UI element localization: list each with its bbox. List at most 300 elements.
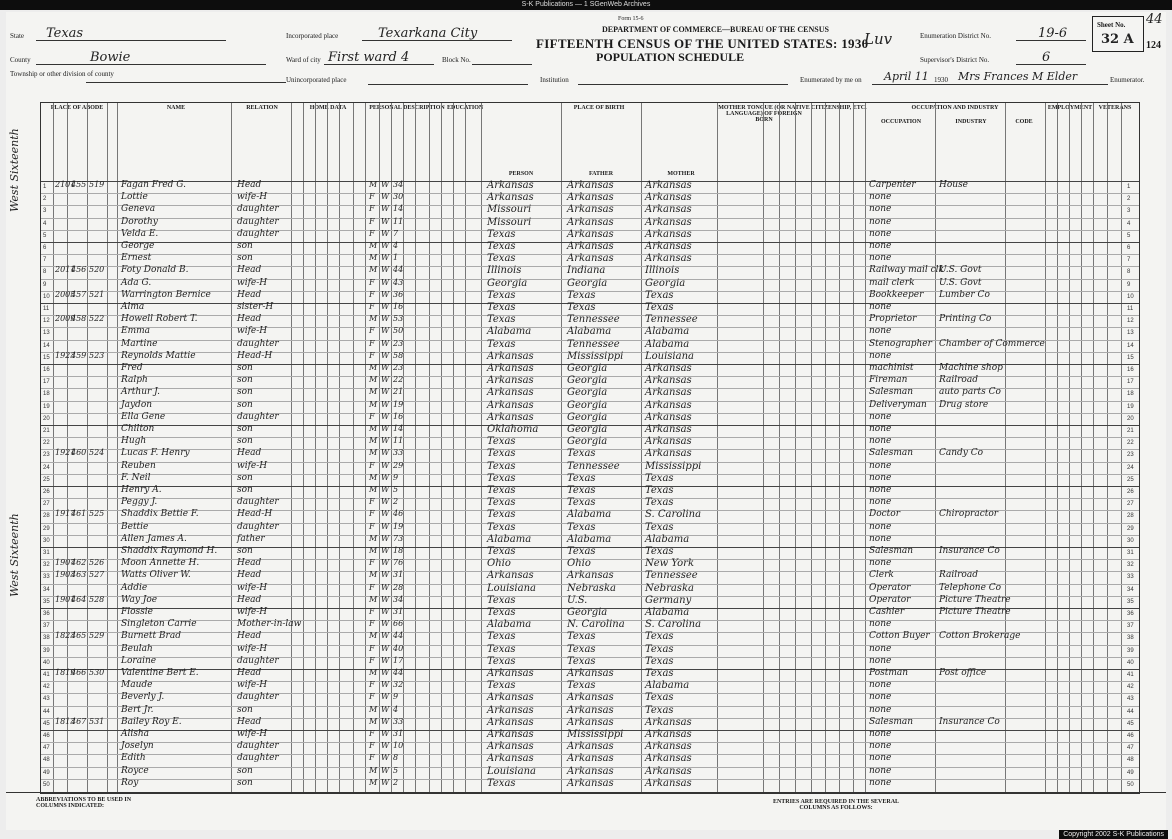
relation: daughter bbox=[237, 692, 279, 703]
group-employment: EMPLOYMENT bbox=[1047, 105, 1093, 111]
group-name: NAME bbox=[166, 105, 186, 111]
industry: Picture Theatre bbox=[939, 607, 1011, 617]
birthplace-person: Texas bbox=[487, 448, 516, 460]
relation: son bbox=[237, 399, 253, 410]
birthplace-father: Arkansas bbox=[567, 716, 614, 728]
row-number-right: 24 bbox=[1127, 464, 1134, 471]
row-number: 33 bbox=[43, 574, 50, 581]
birthplace-person: Texas bbox=[487, 472, 516, 484]
race: W bbox=[381, 338, 390, 348]
person-name: Ralph bbox=[121, 375, 148, 386]
birthplace-person: Arkansas bbox=[487, 350, 534, 362]
birthplace-person: Arkansas bbox=[487, 387, 534, 399]
row-number: 37 bbox=[43, 623, 50, 630]
row-number-right: 18 bbox=[1127, 391, 1134, 398]
relation: daughter bbox=[237, 204, 279, 215]
person-name: Beverly J. bbox=[121, 692, 165, 703]
sex: M bbox=[369, 570, 378, 580]
row-number: 49 bbox=[43, 769, 50, 776]
birthplace-father: Georgia bbox=[567, 424, 608, 435]
birthplace-mother: Texas bbox=[645, 289, 674, 301]
occupation: none bbox=[869, 411, 892, 422]
birthplace-father: Arkansas bbox=[567, 241, 614, 252]
group-citizenship: CITIZENSHIP, ETC. bbox=[811, 105, 867, 111]
person-name: Way Joe bbox=[121, 594, 158, 605]
birthplace-mother: Texas bbox=[645, 643, 674, 655]
birthplace-father: Georgia bbox=[567, 363, 608, 374]
birthplace-person: Illinois bbox=[487, 265, 522, 277]
birthplace-father: Texas bbox=[567, 497, 596, 509]
occupation: none bbox=[869, 753, 892, 764]
sex: M bbox=[369, 180, 378, 189]
relation: daughter bbox=[237, 655, 279, 666]
row-number-right: 31 bbox=[1127, 550, 1134, 556]
row-number: 24 bbox=[43, 464, 50, 471]
birthplace-mother: Illinois bbox=[645, 265, 680, 277]
row-number-right: 13 bbox=[1127, 330, 1134, 337]
row-number: 30 bbox=[43, 537, 50, 544]
county-value: Bowie bbox=[90, 50, 131, 65]
birthplace-mother: Arkansas bbox=[645, 741, 692, 753]
sheet-number-box bbox=[1092, 16, 1144, 52]
race: W bbox=[381, 350, 390, 360]
industry: Candy Co bbox=[939, 448, 984, 459]
person-name: Arthur J. bbox=[121, 387, 160, 398]
birthplace-person: Georgia bbox=[487, 277, 528, 289]
occupation: none bbox=[869, 729, 892, 739]
birthplace-father: Indiana bbox=[567, 265, 606, 277]
birthplace-person: Texas bbox=[487, 643, 516, 655]
row-number-right: 25 bbox=[1127, 476, 1134, 483]
occupation: none bbox=[869, 424, 892, 434]
birthplace-father: N. Carolina bbox=[567, 619, 625, 631]
group-education: EDUCATION bbox=[447, 105, 484, 111]
birthplace-father: Texas bbox=[567, 643, 596, 655]
supervisor-label: Supervisor's District No. bbox=[920, 56, 990, 64]
relation: wife-H bbox=[237, 643, 268, 654]
row-number-right: 37 bbox=[1127, 623, 1134, 630]
industry: Machine shop bbox=[939, 363, 1003, 373]
row-number: 18 bbox=[43, 391, 50, 398]
relation: Head-H bbox=[237, 350, 273, 361]
birthplace-father: Alabama bbox=[567, 326, 612, 338]
house-number: 2011 bbox=[55, 265, 76, 275]
age: 19 bbox=[393, 521, 404, 531]
race: W bbox=[381, 485, 390, 494]
row-number: 6 bbox=[43, 245, 47, 251]
census-title: FIFTEENTH CENSUS OF THE UNITED STATES: 1930 bbox=[536, 36, 869, 51]
person-name: Alma bbox=[121, 302, 145, 312]
person-name: Allen James A. bbox=[121, 533, 187, 544]
sex: F bbox=[369, 558, 375, 568]
birthplace-father: Arkansas bbox=[567, 204, 614, 216]
race: W bbox=[381, 546, 390, 555]
race: W bbox=[381, 765, 390, 775]
person-name: Martine bbox=[121, 338, 158, 349]
row-number: 19 bbox=[43, 403, 50, 410]
race: W bbox=[381, 363, 390, 372]
group-home-data: HOME DATA bbox=[309, 105, 347, 111]
occupation: none bbox=[869, 485, 892, 495]
dwelling-number: 455 bbox=[71, 180, 87, 189]
birthplace-mother: Alabama bbox=[645, 326, 690, 338]
relation: Head bbox=[237, 180, 262, 190]
person-name: Shaddix Bettie F. bbox=[121, 509, 199, 520]
county-label: County bbox=[10, 56, 31, 64]
relation: son bbox=[237, 363, 253, 373]
birthplace-person: Texas bbox=[487, 631, 516, 643]
family-number: 531 bbox=[89, 716, 105, 726]
relation: daughter bbox=[237, 741, 279, 752]
birthplace-person: Arkansas bbox=[487, 741, 534, 753]
relation: son bbox=[237, 546, 253, 556]
row-number-right: 46 bbox=[1127, 733, 1134, 739]
birthplace-father: Texas bbox=[567, 448, 596, 460]
age: 14 bbox=[393, 204, 404, 214]
age: 34 bbox=[393, 180, 404, 189]
ward-label: Ward of city bbox=[286, 56, 321, 64]
industry: auto parts Co bbox=[939, 387, 1001, 398]
birthplace-father: Texas bbox=[567, 655, 596, 667]
birthplace-person: Arkansas bbox=[487, 411, 534, 423]
birthplace-father: Tennessee bbox=[567, 460, 620, 472]
col-father: FATHER bbox=[588, 171, 614, 177]
sex: M bbox=[369, 448, 378, 458]
row-number: 1 bbox=[43, 184, 47, 190]
person-name: Edith bbox=[121, 753, 146, 764]
row-number: 40 bbox=[43, 659, 50, 666]
family-number: 519 bbox=[89, 180, 105, 189]
row-number: 42 bbox=[43, 684, 50, 691]
age: 14 bbox=[393, 424, 404, 433]
group-mother-tongue: MOTHER TONGUE (OR NATIVE LANGUAGE) OF FOREIGN BORN bbox=[718, 105, 810, 123]
sex: F bbox=[369, 289, 375, 299]
race: W bbox=[381, 375, 390, 385]
age: 23 bbox=[393, 363, 404, 372]
race: W bbox=[381, 533, 390, 543]
birthplace-person: Arkansas bbox=[487, 180, 534, 191]
row-number-right: 9 bbox=[1127, 281, 1131, 288]
relation: Head bbox=[237, 314, 262, 325]
age: 76 bbox=[393, 558, 404, 568]
birthplace-person: Texas bbox=[487, 497, 516, 509]
birthplace-mother: Arkansas bbox=[645, 729, 692, 740]
age: 9 bbox=[393, 692, 399, 702]
family-number: 529 bbox=[89, 631, 105, 641]
family-number: 526 bbox=[89, 558, 105, 568]
birthplace-mother: New York bbox=[645, 558, 694, 570]
relation: Head bbox=[237, 448, 262, 459]
sex: F bbox=[369, 411, 375, 421]
sex: F bbox=[369, 680, 375, 690]
age: 17 bbox=[393, 655, 404, 665]
industry: Picture Theatre bbox=[939, 594, 1011, 605]
row-number: 44 bbox=[43, 708, 50, 715]
birthplace-person: Texas bbox=[487, 777, 516, 789]
dwelling-number: 465 bbox=[71, 631, 87, 641]
race: W bbox=[381, 631, 390, 641]
person-name: Maude bbox=[121, 680, 153, 691]
birthplace-mother: Louisiana bbox=[645, 350, 694, 362]
birthplace-person: Alabama bbox=[487, 533, 532, 545]
row-number-right: 40 bbox=[1127, 659, 1134, 666]
row-number-right: 33 bbox=[1127, 574, 1134, 581]
age: 50 bbox=[393, 326, 404, 336]
age: 29 bbox=[393, 460, 404, 470]
occupation: none bbox=[869, 704, 892, 715]
row-number: 5 bbox=[43, 232, 47, 239]
race: W bbox=[381, 460, 390, 470]
age: 18 bbox=[393, 546, 404, 555]
sex: F bbox=[369, 655, 375, 665]
birthplace-mother: Arkansas bbox=[645, 363, 692, 374]
relation: Mother-in-law bbox=[237, 619, 302, 630]
birthplace-person: Texas bbox=[487, 521, 516, 533]
row-number-right: 42 bbox=[1127, 684, 1134, 691]
department-heading: DEPARTMENT OF COMMERCE—BUREAU OF THE CENSUS bbox=[602, 25, 829, 34]
occupation: none bbox=[869, 241, 892, 251]
family-number: 521 bbox=[89, 289, 105, 299]
house-number: 1917 bbox=[55, 509, 76, 519]
occupation: none bbox=[869, 619, 892, 630]
row-number: 16 bbox=[43, 367, 50, 373]
age: 43 bbox=[393, 277, 404, 287]
row-number: 38 bbox=[43, 635, 50, 642]
person-name: Henry A. bbox=[121, 485, 162, 495]
township-label: Township or other division of county bbox=[10, 70, 114, 78]
census-page bbox=[6, 12, 1166, 830]
person-name: Foty Donald B. bbox=[121, 265, 189, 276]
birthplace-person: Texas bbox=[487, 680, 516, 692]
sex: F bbox=[369, 497, 375, 507]
race: W bbox=[381, 558, 390, 568]
birthplace-person: Missouri bbox=[487, 204, 532, 216]
row-number: 7 bbox=[43, 257, 47, 264]
relation: daughter bbox=[237, 753, 279, 764]
relation: son bbox=[237, 424, 253, 434]
birthplace-mother: S. Carolina bbox=[645, 509, 702, 521]
row-number-right: 16 bbox=[1127, 367, 1134, 373]
birthplace-father: Alabama bbox=[567, 509, 612, 521]
sex: F bbox=[369, 509, 375, 519]
block-label: Block No. bbox=[442, 56, 471, 64]
person-name: Fred bbox=[121, 363, 143, 373]
birthplace-person: Texas bbox=[487, 228, 516, 240]
person-name: Warrington Bernice bbox=[121, 289, 211, 300]
birthplace-father: Arkansas bbox=[567, 753, 614, 765]
row-number-right: 49 bbox=[1127, 769, 1134, 776]
race: W bbox=[381, 521, 390, 531]
birthplace-mother: Arkansas bbox=[645, 228, 692, 240]
occupation: Salesman bbox=[869, 448, 914, 459]
relation: son bbox=[237, 436, 253, 447]
relation: Head-H bbox=[237, 509, 273, 520]
row-number-right: 4 bbox=[1127, 220, 1131, 227]
industry: Drug store bbox=[939, 399, 989, 410]
occupation: mail clerk bbox=[869, 277, 915, 288]
group-personal-description: PERSONAL DESCRIPTION bbox=[369, 105, 445, 111]
birthplace-mother: Arkansas bbox=[645, 753, 692, 765]
sex: F bbox=[369, 460, 375, 470]
person-name: Alisha bbox=[121, 729, 150, 739]
birthplace-mother: Arkansas bbox=[645, 399, 692, 411]
age: 44 bbox=[393, 668, 404, 677]
occupation: none bbox=[869, 253, 892, 264]
occupation: none bbox=[869, 777, 892, 788]
birthplace-father: Texas bbox=[567, 485, 596, 496]
race: W bbox=[381, 326, 390, 336]
age: 21 bbox=[393, 387, 404, 397]
row-number: 20 bbox=[43, 415, 50, 422]
race: W bbox=[381, 204, 390, 214]
row-number-right: 36 bbox=[1127, 611, 1134, 617]
incorporated-label: Incorporated place bbox=[286, 32, 339, 40]
birthplace-father: Arkansas bbox=[567, 777, 614, 789]
birthplace-person: Texas bbox=[487, 509, 516, 521]
relation: son bbox=[237, 704, 253, 715]
sex: F bbox=[369, 350, 375, 360]
birthplace-mother: Texas bbox=[645, 497, 674, 509]
occupation: Carpenter bbox=[869, 180, 916, 190]
sex: M bbox=[369, 241, 378, 250]
birthplace-mother: Arkansas bbox=[645, 241, 692, 252]
copyright-notice: Copyright 2002 S-K Publications bbox=[1059, 830, 1168, 839]
occupation: none bbox=[869, 643, 892, 654]
sex: F bbox=[369, 228, 375, 238]
birthplace-person: Texas bbox=[487, 607, 516, 618]
sex: M bbox=[369, 472, 378, 482]
occupation: Stenographer bbox=[869, 338, 932, 349]
birthplace-mother: S. Carolina bbox=[645, 619, 702, 631]
birthplace-father: Texas bbox=[567, 302, 596, 313]
birthplace-person: Texas bbox=[487, 485, 516, 496]
group-place-of-abode: PLACE OF ABODE bbox=[50, 105, 104, 111]
birthplace-person: Texas bbox=[487, 241, 516, 252]
occupation: none bbox=[869, 192, 892, 203]
relation: daughter bbox=[237, 216, 279, 227]
group-veterans: VETERANS bbox=[1098, 105, 1132, 111]
unincorporated-label: Unincorporated place bbox=[286, 76, 347, 84]
house-number: 1903 bbox=[55, 570, 76, 580]
race: W bbox=[381, 643, 390, 653]
row-number: 10 bbox=[43, 293, 50, 300]
group-relation: RELATION bbox=[246, 105, 278, 111]
enumerated-label: Enumerated by me on bbox=[800, 76, 862, 84]
sex: M bbox=[369, 594, 378, 604]
person-name: Joselyn bbox=[121, 741, 154, 752]
person-name: Bert Jr. bbox=[121, 704, 154, 715]
birthplace-father: Georgia bbox=[567, 436, 608, 448]
birthplace-person: Arkansas bbox=[487, 753, 534, 765]
sex: F bbox=[369, 753, 375, 763]
birthplace-mother: Alabama bbox=[645, 338, 690, 350]
relation: Head bbox=[237, 631, 262, 642]
occupation: none bbox=[869, 533, 892, 544]
birthplace-mother: Arkansas bbox=[645, 192, 692, 204]
person-name: Roy bbox=[121, 777, 139, 788]
dwelling-number: 466 bbox=[71, 668, 87, 677]
dwelling-number: 460 bbox=[71, 448, 87, 458]
birthplace-person: Ohio bbox=[487, 558, 511, 570]
birthplace-person: Alabama bbox=[487, 619, 532, 631]
row-number: 27 bbox=[43, 501, 50, 508]
row-number-right: 38 bbox=[1127, 635, 1134, 642]
birthplace-father: Texas bbox=[567, 680, 596, 692]
age: 2 bbox=[393, 777, 399, 787]
sex: M bbox=[369, 533, 378, 543]
col-mother: MOTHER bbox=[667, 171, 695, 177]
dwelling-number: 464 bbox=[71, 594, 87, 604]
relation: Head bbox=[237, 594, 262, 605]
race: W bbox=[381, 607, 390, 616]
person-name: Addie bbox=[121, 582, 148, 593]
age: 4 bbox=[393, 704, 399, 714]
row-number: 25 bbox=[43, 476, 50, 483]
age: 31 bbox=[393, 570, 404, 580]
industry: House bbox=[939, 180, 969, 190]
row-number-right: 8 bbox=[1127, 269, 1131, 276]
birthplace-mother: Arkansas bbox=[645, 436, 692, 448]
occupation: none bbox=[869, 765, 892, 776]
occupation: Cashier bbox=[869, 607, 905, 617]
age: 36 bbox=[393, 289, 404, 299]
person-name: Fagan Fred G. bbox=[121, 180, 187, 190]
dwelling-number: 461 bbox=[71, 509, 87, 519]
sex: F bbox=[369, 692, 375, 702]
industry: Telephone Co bbox=[939, 582, 1002, 593]
house-number: 1921 bbox=[55, 448, 76, 458]
industry: Chiropractor bbox=[939, 509, 999, 520]
row-number-right: 11 bbox=[1127, 306, 1134, 312]
race: W bbox=[381, 228, 390, 238]
birthplace-person: Arkansas bbox=[487, 692, 534, 704]
occupation: none bbox=[869, 680, 892, 691]
occupation: Railway mail clk bbox=[869, 265, 945, 276]
row-number: 39 bbox=[43, 647, 50, 654]
sex: F bbox=[369, 619, 375, 629]
race: W bbox=[381, 777, 390, 787]
house-number: 1923 bbox=[55, 350, 76, 360]
birthplace-person: Arkansas bbox=[487, 716, 534, 728]
row-number-right: 7 bbox=[1127, 257, 1131, 264]
row-number-right: 17 bbox=[1127, 379, 1134, 386]
age: 33 bbox=[393, 448, 404, 458]
birthplace-mother: Texas bbox=[645, 655, 674, 667]
row-number-right: 43 bbox=[1127, 696, 1134, 703]
birthplace-mother: Arkansas bbox=[645, 253, 692, 265]
col-occupation: OCCUPATION bbox=[880, 119, 922, 125]
age: 34 bbox=[393, 594, 404, 604]
race: W bbox=[381, 253, 390, 263]
race: W bbox=[381, 570, 390, 580]
birthplace-father: Texas bbox=[567, 472, 596, 484]
person-name: Burnett Brad bbox=[121, 631, 181, 642]
age: 9 bbox=[393, 472, 399, 482]
sex: M bbox=[369, 253, 378, 263]
race: W bbox=[381, 265, 390, 275]
age: 32 bbox=[393, 680, 404, 690]
birthplace-person: Arkansas bbox=[487, 729, 534, 740]
person-name: Beulah bbox=[121, 643, 153, 654]
row-number-right: 30 bbox=[1127, 537, 1134, 544]
family-number: 523 bbox=[89, 350, 105, 360]
supervisor-value: 6 bbox=[1042, 50, 1051, 65]
row-number: 46 bbox=[43, 733, 50, 739]
relation: daughter bbox=[237, 338, 279, 349]
birthplace-mother: Alabama bbox=[645, 607, 690, 618]
occupation: Proprietor bbox=[869, 314, 917, 325]
industry: Railroad bbox=[939, 570, 978, 581]
